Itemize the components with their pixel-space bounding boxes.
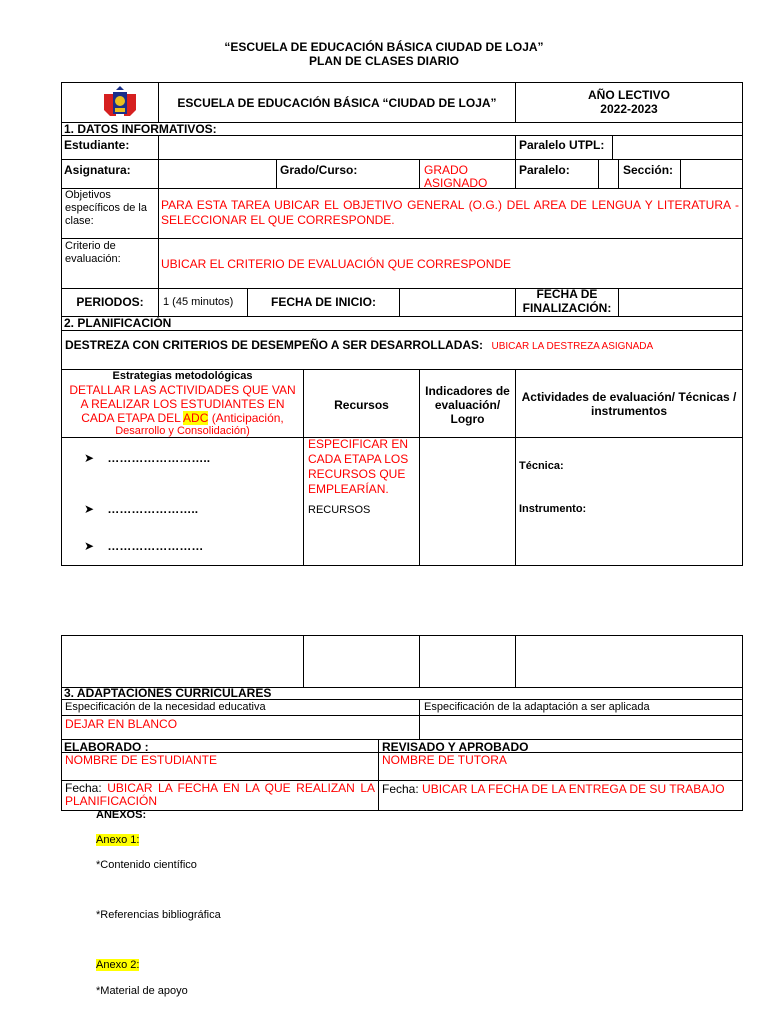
estrategias-line1: DETALLAR LAS ACTIVIDADES QUE VAN (69, 383, 296, 397)
fecha-left-value-line2: PLANIFICACIÓN (65, 794, 158, 808)
destreza-label: DESTREZA CON CRITERIOS DE DESEMPEÑO A SER DESARROLLADAS: (65, 338, 484, 352)
paralelo-utpl-field[interactable] (613, 136, 742, 159)
anexos-heading: ANEXOS: (96, 809, 147, 821)
indicadores-line2: evaluación/ (434, 398, 501, 412)
estrategias-continuation-cell[interactable] (62, 636, 303, 687)
objetivos-label-line1: Objetivos (65, 189, 111, 201)
school-emblem-icon (102, 86, 138, 120)
referencias-bibliografica: *Referencias bibliográfica (96, 909, 221, 921)
fecha-revisado[interactable] (382, 782, 725, 796)
seccion-label: Sección: (623, 163, 674, 177)
estudiante-field[interactable] (159, 136, 515, 159)
estrategia-item-3[interactable]: ➤ …………………… (84, 539, 204, 553)
fecha-right-value: UBICAR LA FECHA DE LA ENTREGA DE SU TRABAJO (422, 782, 725, 796)
necesidad-label: Especificación de la necesidad educativa (65, 701, 266, 713)
fecha-fin-field[interactable] (619, 289, 742, 316)
nombre-estudiante[interactable]: NOMBRE DE ESTUDIANTE (65, 753, 218, 767)
fecha-left-value: UBICAR LA FECHA EN LA QUE REALIZAN LA (107, 781, 376, 795)
tecnica-label: Técnica: (519, 460, 564, 472)
indicadores-line3: Logro (450, 412, 485, 426)
asignatura-label: Asignatura: (64, 163, 131, 177)
criterio-value[interactable]: UBICAR EL CRITERIO DE EVALUACIÓN QUE CORRESPONDE (161, 257, 512, 271)
recursos-continuation-cell[interactable] (304, 636, 419, 687)
asignatura-field[interactable] (159, 160, 276, 188)
fecha-label-right: Fecha: (382, 782, 419, 796)
nombre-tutora[interactable]: NOMBRE DE TUTORA (382, 753, 507, 767)
adc-highlight: ADC (183, 411, 209, 425)
seccion-field[interactable] (681, 160, 742, 188)
destreza-value[interactable]: UBICAR LA DESTREZA ASIGNADA (491, 341, 654, 352)
grado-asignado-line2: ASIGNADO (424, 176, 488, 190)
elaborado-label: ELABORADO : (64, 740, 149, 754)
anexo2-label: Anexo 2: (96, 959, 140, 971)
actividades-line1: Actividades de evaluación/ Técnicas / (521, 390, 737, 404)
arrow-bullet-icon: ➤ (84, 502, 95, 516)
revisado-label: REVISADO Y APROBADO (382, 740, 529, 754)
fecha-fin-label-line1: FECHA DE (536, 287, 598, 301)
document-subtitle: PLAN DE CLASES DIARIO (308, 54, 459, 68)
objetivos-label-line3: clase: (65, 215, 94, 227)
estrategias-title: Estrategias metodológicas (112, 370, 253, 382)
section-adaptaciones: 3. ADAPTACIONES CURRICULARES (64, 686, 272, 700)
recursos-title: Recursos (334, 398, 389, 412)
school-year-label: AÑO LECTIVO (587, 88, 670, 102)
estrategias-line4: Desarrollo y Consolidación) (115, 425, 250, 437)
arrow-bullet-icon: ➤ (84, 539, 95, 553)
paralelo-field[interactable] (599, 160, 618, 188)
instrumento-label: Instrumento: (519, 503, 587, 515)
document-title: “ESCUELA DE EDUCACIÓN BÁSICA CIUDAD DE LOJA” (224, 40, 544, 54)
section-planificacion: 2. PLANIFICACIÓN (64, 316, 172, 330)
section-datos-informativos: 1. DATOS INFORMATIVOS: (64, 122, 217, 136)
arrow-bullet-icon: ➤ (84, 451, 95, 465)
objetivos-label-line2: específicos de la (65, 202, 147, 214)
adaptacion-field[interactable] (420, 716, 742, 739)
estrategias-line2: A REALIZAR LOS ESTUDIANTES EN (80, 397, 285, 411)
fecha-inicio-field[interactable] (400, 289, 515, 316)
estrategia-item-2[interactable]: ➤ ………………….. (84, 502, 199, 516)
indicadores-field[interactable] (420, 438, 515, 565)
destreza-row (65, 336, 653, 354)
anexo1-label: Anexo 1: (96, 834, 140, 846)
indicadores-line1: Indicadores de (425, 384, 510, 398)
estudiante-label: Estudiante: (64, 138, 130, 152)
material-apoyo: *Material de apoyo (96, 985, 188, 997)
objetivos-value[interactable]: PARA ESTA TAREA UBICAR EL OBJETIVO GENERAL (O.G.) DEL AREA DE LENGUA Y LITERATURA - SELECCIONAR EL QUE CORRESPONDE. (161, 198, 739, 227)
school-year-value: 2022-2023 (600, 102, 658, 116)
adaptacion-label: Especificación de la adaptación a ser aplicada (424, 701, 650, 713)
grado-asignado-line1: GRADO (424, 163, 469, 177)
periodos-value[interactable]: 1 (45 minutos) (163, 296, 234, 308)
estrategias-line3: CADA ETAPA DEL ADC (Anticipación, (81, 411, 284, 425)
fecha-fin-label-line2: FINALIZACIÓN: (522, 301, 612, 315)
dejar-blanco-text[interactable]: DEJAR EN BLANCO (65, 717, 178, 731)
criterio-label-line2: evaluación: (65, 253, 121, 265)
actividades-line2: instrumentos (590, 404, 667, 418)
fecha-label-left: Fecha: (65, 781, 102, 795)
paralelo-label: Paralelo: (519, 163, 570, 177)
contenido-cientifico: *Contenido científico (96, 859, 197, 871)
recursos-instructions: ESPECIFICAR EN CADA ETAPA LOS RECURSOS QUE EMPLEARÍAN. (308, 437, 409, 496)
fecha-inicio-label: FECHA DE INICIO: (271, 295, 376, 309)
grado-curso-label: Grado/Curso: (280, 163, 358, 177)
indicadores-continuation-cell[interactable] (420, 636, 515, 687)
school-name: ESCUELA DE EDUCACIÓN BÁSICA “CIUDAD DE LOJA” (177, 96, 497, 110)
paralelo-utpl-label: Paralelo UTPL: (519, 138, 605, 152)
estrategia-item-1[interactable]: ➤ …………………….. (84, 451, 211, 465)
recursos-value[interactable]: RECURSOS (308, 504, 371, 516)
actividades-continuation-cell[interactable] (516, 636, 742, 687)
periodos-label: PERIODOS: (76, 295, 144, 309)
criterio-label-line1: Criterio de (65, 240, 116, 252)
